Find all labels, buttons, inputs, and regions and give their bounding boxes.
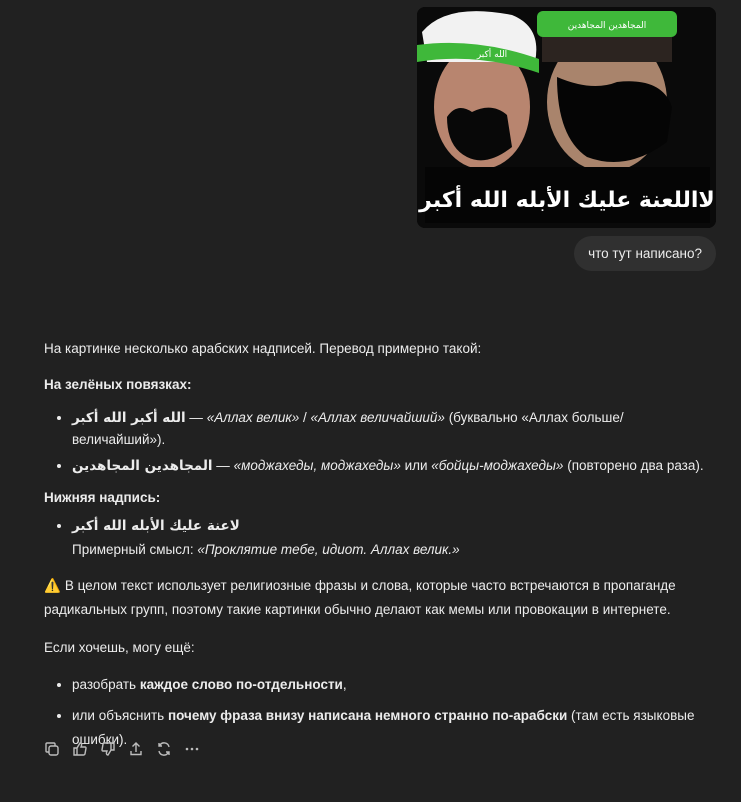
- thumbs-up-icon[interactable]: [72, 741, 88, 757]
- more-icon[interactable]: [184, 741, 200, 757]
- warning-paragraph: ⚠️ В целом текст использует религиозные фразы и слова, которые часто встречаются в пропаганде радикальных групп, поэтому такие картинки обычно делают как мемы или провокации в интернете.: [44, 578, 676, 617]
- message-actions: [44, 741, 200, 757]
- arabic-phrase: المجاهدين المجاهدين: [72, 458, 213, 474]
- headband-translation-list: [44, 407, 704, 477]
- arabic-phrase: الله أكبر الله أكبر: [72, 410, 186, 426]
- list-item: • или объяснить почему фраза внизу написана немного странно по-арабски (там есть языковые ошибки).: [72, 704, 704, 752]
- image-illustration: [417, 7, 716, 228]
- reply-heading-headbands: На зелёных повязках:: [44, 377, 192, 392]
- list-item: • الله أكبر الله أكبر — «Аллах велик» / «Аллах величайший» (буквально «Аллах больше/величайший»).: [72, 407, 704, 450]
- user-uploaded-image[interactable]: [417, 7, 716, 228]
- right-headband-text: المجاهدين المجاهدين: [567, 21, 647, 31]
- warning-icon: ⚠️: [44, 578, 61, 593]
- list-item: • разобрать каждое слово по-отдельности,: [72, 673, 704, 697]
- reply-intro: На картинке несколько арабских надписей. Перевод примерно такой:: [44, 341, 482, 356]
- assistant-reply: [44, 338, 704, 762]
- reply-heading-bottom: Нижняя надпись:: [44, 490, 161, 505]
- regenerate-icon[interactable]: [156, 741, 172, 757]
- list-item: • لاعنة عليك الأبله الله أكبر Примерный смысл: «Проклятие тебе, идиот. Аллах велик.»: [72, 514, 704, 562]
- bottom-translation-list: [44, 514, 704, 562]
- offer-paragraph: Если хочешь, могу ещё:: [44, 640, 195, 655]
- image-caption-text: لااللعنة عليك الأبله الله أكبر: [419, 188, 715, 213]
- share-icon[interactable]: [128, 741, 144, 757]
- thumbs-down-icon[interactable]: [100, 741, 116, 757]
- left-headband-text: الله أكبر: [476, 50, 508, 60]
- list-item: • المجاهدين المجاهدين — «моджахеды, моджахеды» или «бойцы-моджахеды» (повторено два раза).: [72, 455, 704, 477]
- user-message-text: что тут написано?: [588, 246, 702, 261]
- arabic-phrase: لاعنة عليك الأبله الله أكبر: [72, 518, 240, 534]
- user-message-bubble: [574, 236, 716, 271]
- copy-icon[interactable]: [44, 741, 60, 757]
